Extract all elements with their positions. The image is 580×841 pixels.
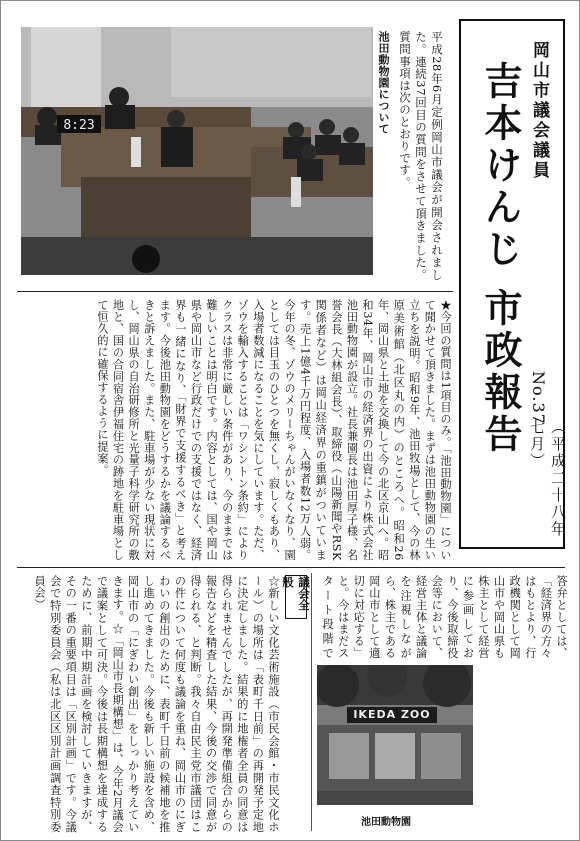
gikai-text: ☆新しい文化芸術施設（市民会館・市民文化ホール）の場所は「表町千日前」の再開発予定地に決定しました。結果的に地権者全員の同意は得られませんでしたが、再開発準備組合からの報告などを精査した結果、今後の交渉で同意が得られる、と判断。我々自由民主党市議団はこの件について何度も議論を重ね、岡山市のにぎわいの創出のために、表町千日前の候補地を推し進めてきました。今後も新しい施設を含め、岡山市の「にぎわい創出」をしっかり考えていきます。☆「岡山市長期構想」は、今年2月議会で議案として可決。今後は長期構想を達成するために、前期中期計画を検討していきますが、その一番の重要項目は「区別計画」です。今議会で特別委員会（私は北区区別計画調査特別委員会）: [33, 575, 280, 833]
zoo-photo: [317, 665, 473, 805]
issue-number: No.37: [529, 371, 548, 425]
assembly-photo-image: [21, 27, 373, 275]
zoo-heading: 池田動物園について: [377, 31, 390, 135]
issue-date: （平成二十八年七月）: [528, 419, 567, 538]
intro-text: 平成28年6月定例岡山市議会が開会されました。連続37回目の質問をさせて頂きました。質問事項は次のとおりです。: [398, 31, 444, 281]
assembly-clock: 8:23: [63, 118, 95, 133]
top-divider: [17, 291, 453, 292]
answer-text-top: 答弁としては、「経済界の方々はもとより、行政機関として岡山市や岡山県も株主として経営に参画しており、今後取締役会等において、経営主体と議論を注視しながら、株主である岡山市として適切に対応する」と。今はまだスタート段階で: [321, 575, 568, 659]
zoo-photo-image: [317, 665, 473, 805]
masthead: [459, 19, 565, 549]
masthead-subtitle: 岡山市議会議員: [529, 41, 549, 181]
middle-divider: [17, 567, 565, 568]
zoo-article-text: ★今回の質問は1項目のみ。「池田動物園」について聞かせて頂きました。まずは池田動物園の生い立ちを説明。昭和9年、池田牧場として、今の林原美術館（北区丸の内）のところへ。昭和26年、岡山県と土地を交換して今の北区京山へ。昭和34年、岡山市の経済界の出資により株式会社池田動物園が設立。社長兼園長は池田厚子様、名誉会長（大林組会長）、取締役（山陽新聞やRSK関係者など）は岡山経済界の重鎮がついています。売上1億4千万円程度、入場者数12万人弱。今年の冬、ゾウのメリーちゃんがいなくなり、園としては目玉のひとつを無くし、寂しくもあり、入場者数減になることを気にしています。ただ、ゾウを輸入することは「ワシントン条約」によりクラスは非常に厳しい条件があり、今のままでは難しいことは明白です。内容としては、国や岡山県や岡山市など行政だけでの支援ではなく、経済界も一緒になり、「財界で支援するべき」と考えます。今後池田動物園をどうするかを議論するべきと訴えました。また、駐車場が少ない現状に対し、岡山県の自治研修所と光量子科学研究所の敷地と、国の合同宿舎伊福住宅の跡地を駐車場として恒久的に確保するように提案。: [95, 299, 452, 561]
gikai-label: 議会全般: [285, 575, 307, 619]
assembly-photo: [21, 27, 373, 275]
masthead-title: 吉本けんじ 市政報告: [478, 61, 522, 457]
zoo-photo-caption: 池田動物園: [361, 817, 411, 828]
zoo-sign: IKEDA ZOO: [347, 707, 437, 723]
